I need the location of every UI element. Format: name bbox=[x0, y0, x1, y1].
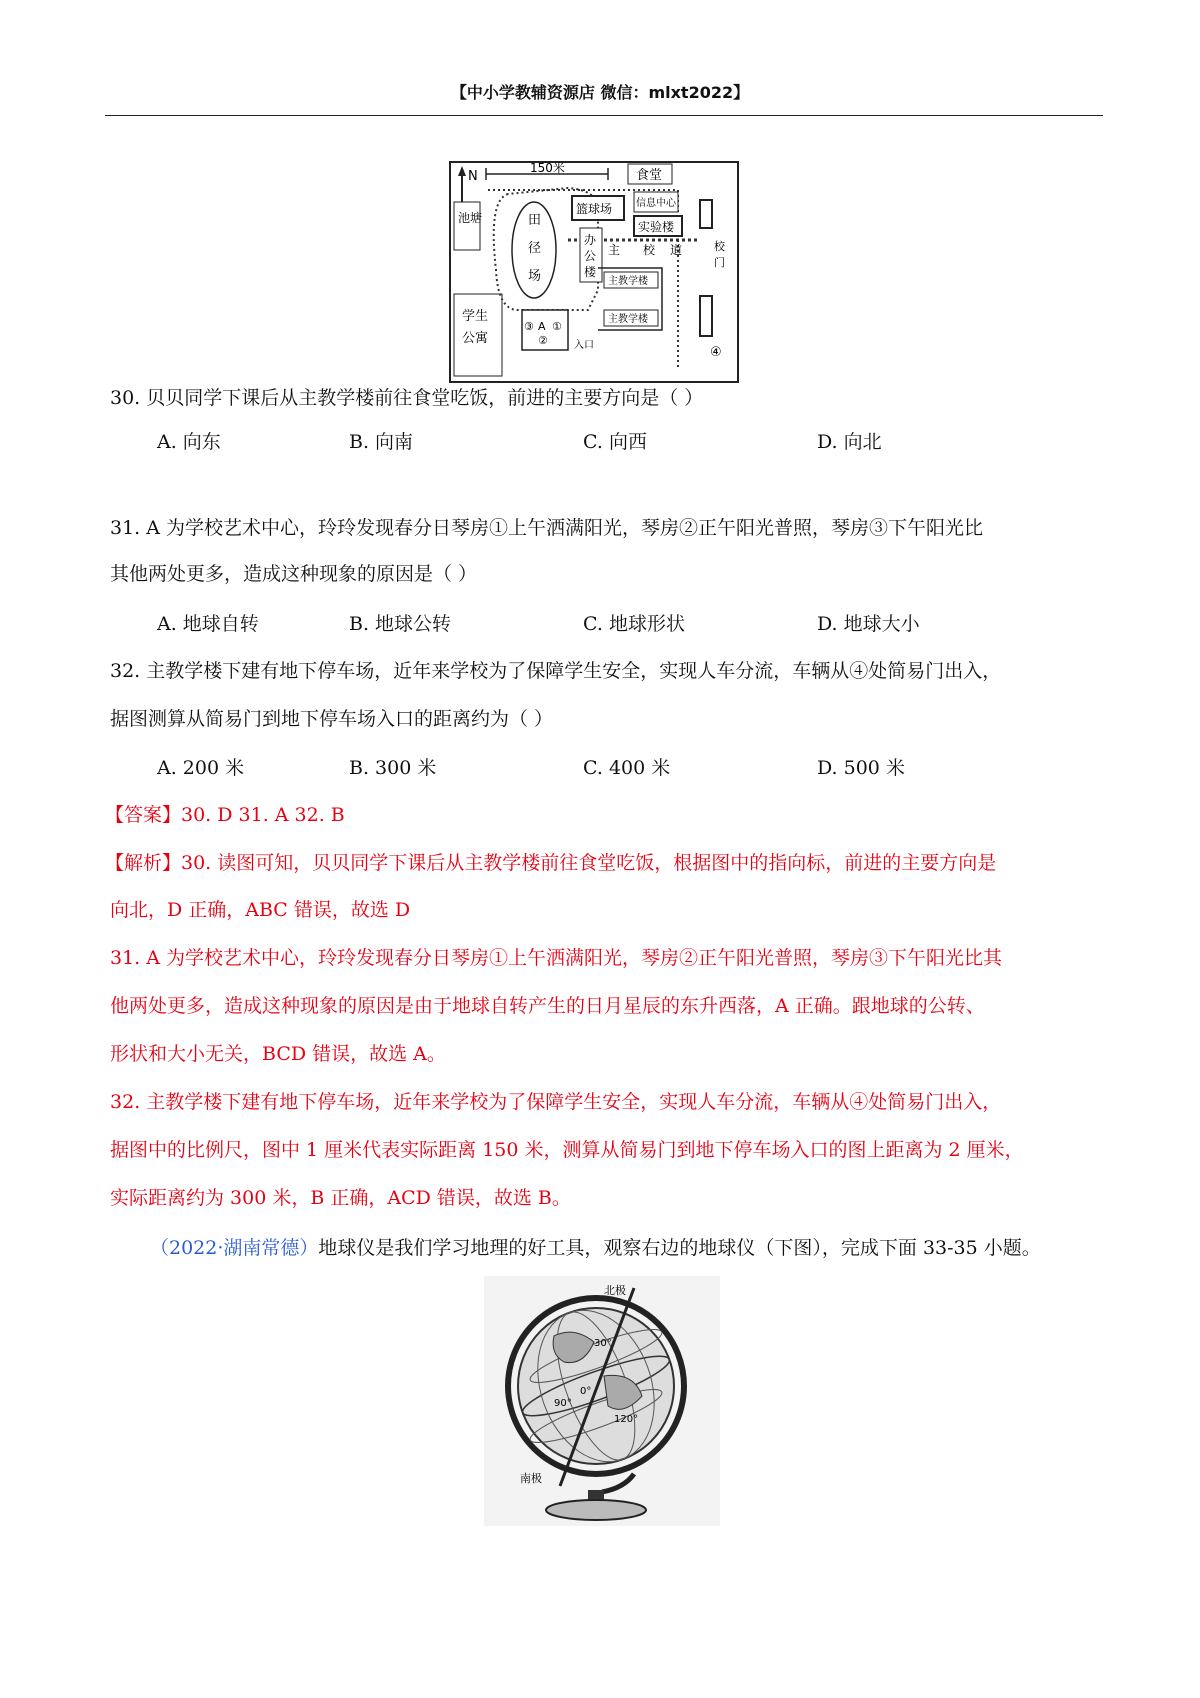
lab-label: 实验楼 bbox=[638, 220, 675, 234]
room2-label: ② bbox=[538, 334, 548, 347]
office-label-1: 办 bbox=[584, 233, 597, 247]
header-rule bbox=[105, 115, 1103, 116]
gate-label-1: 校 bbox=[714, 240, 725, 253]
analysis-line-4: 他两处更多，造成这种现象的原因是由于地球自转产生的日月星辰的东升西落，A 正确。跟地球的公转、 bbox=[110, 995, 985, 1017]
room1-label: ① bbox=[552, 320, 562, 333]
track-label-3: 场 bbox=[528, 269, 542, 284]
dorm-label-1: 学生 bbox=[462, 309, 489, 324]
q31-stem-line2: 其他两处更多，造成这种现象的原因是（ ） bbox=[110, 563, 478, 585]
q30-stem: 30. 贝贝同学下课后从主教学楼前往食堂吃饭，前进的主要方向是（ ） bbox=[110, 387, 704, 409]
art-center-label: A bbox=[538, 320, 546, 333]
lat30-label: 30° bbox=[594, 1338, 612, 1349]
q32-stem-line2: 据图测算从简易门到地下停车场入口的距离约为（ ） bbox=[110, 708, 554, 730]
q30-option-d: D. 向北 bbox=[817, 431, 882, 453]
q31-stem-line1: 31. A 为学校艺术中心，玲玲发现春分日琴房①上午洒满阳光，琴房②正午阳光普照，琴房③下午阳光比 bbox=[110, 517, 984, 539]
gate4-label: ④ bbox=[710, 345, 722, 360]
north-pole-label: 北极 bbox=[604, 1284, 626, 1297]
q31-option-d: D. 地球大小 bbox=[817, 613, 920, 635]
q32-option-b: B. 300 米 bbox=[349, 757, 437, 779]
q32-stem-line1: 32. 主教学楼下建有地下停车场，近年来学校为了保障学生安全，实现人车分流，车辆从④处简易门出入， bbox=[110, 660, 1002, 682]
main-building-label-1: 主教学楼 bbox=[608, 276, 648, 287]
q30-option-c: C. 向西 bbox=[583, 431, 647, 453]
north-label: N bbox=[468, 169, 478, 184]
canteen-label: 食堂 bbox=[636, 168, 663, 183]
analysis-line-3: 31. A 为学校艺术中心，玲玲发现春分日琴房①上午洒满阳光，琴房②正午阳光普照，琴房③下午阳光比其 bbox=[110, 947, 1003, 969]
scale-label: 150米 bbox=[530, 161, 565, 175]
q32-option-a: A. 200 米 bbox=[157, 757, 245, 779]
track-label-1: 田 bbox=[528, 213, 542, 228]
intro-source: （2022·湖南常德） bbox=[150, 1237, 319, 1259]
south-pole-label: 南极 bbox=[520, 1472, 542, 1485]
dorm-label-2: 公寓 bbox=[462, 331, 489, 346]
q32-option-c: C. 400 米 bbox=[583, 757, 671, 779]
road-zhu-label: 主 bbox=[608, 243, 621, 257]
q31-option-a: A. 地球自转 bbox=[157, 613, 259, 635]
globe-figure bbox=[484, 1276, 720, 1526]
pond-label: 池塘 bbox=[458, 211, 483, 225]
main-building-label-2: 主教学楼 bbox=[608, 314, 648, 325]
analysis-line-7: 据图中的比例尺，图中 1 厘米代表实际距离 150 米，测算从简易门到地下停车场入口的图上距离为 2 厘米， bbox=[110, 1139, 1024, 1161]
page-header: 【中小学教辅资源店 微信：mlxt2022】 bbox=[450, 83, 750, 102]
road-dao-label: 道 bbox=[670, 243, 683, 257]
lon90-label: 90° bbox=[554, 1398, 572, 1409]
gate-label-2: 门 bbox=[714, 256, 725, 269]
q30-option-a: A. 向东 bbox=[157, 431, 221, 453]
q30-option-b: B. 向南 bbox=[349, 431, 414, 453]
lon120-label: 120° bbox=[614, 1414, 639, 1425]
analysis-line-2: 向北，D 正确，ABC 错误，故选 D bbox=[110, 899, 411, 921]
lat0-label: 0° bbox=[580, 1386, 592, 1397]
analysis-line-6: 32. 主教学楼下建有地下停车场，近年来学校为了保障学生安全，实现人车分流，车辆从④处简易门出入， bbox=[110, 1091, 1002, 1113]
q32-option-d: D. 500 米 bbox=[817, 757, 905, 779]
track-label-2: 径 bbox=[528, 241, 542, 256]
answer-line: 【答案】30. D 31. A 32. B bbox=[105, 804, 345, 826]
intro-line bbox=[150, 1233, 1041, 1260]
analysis-line-8: 实际距离约为 300 米，B 正确，ACD 错误，故选 B。 bbox=[110, 1187, 571, 1209]
analysis-line-1: 【解析】30. 读图可知，贝贝同学下课后从主教学楼前往食堂吃饭，根据图中的指向标，前进的主要方向是 bbox=[105, 852, 997, 874]
basketball-label: 篮球场 bbox=[576, 202, 613, 216]
info-center-label: 信息中心 bbox=[636, 198, 676, 209]
office-label-3: 楼 bbox=[584, 265, 597, 279]
analysis-line-5: 形状和大小无关，BCD 错误，故选 A。 bbox=[110, 1043, 446, 1065]
school-map-figure bbox=[448, 160, 740, 384]
road-xiao-label: 校 bbox=[643, 243, 656, 257]
q31-option-b: B. 地球公转 bbox=[349, 613, 452, 635]
room3-label: ③ bbox=[524, 320, 534, 333]
entrance-label: 入口 bbox=[574, 340, 594, 351]
intro-text: 地球仪是我们学习地理的好工具，观察右边的地球仪（下图），完成下面 33-35 小题。 bbox=[318, 1237, 1041, 1259]
q31-option-c: C. 地球形状 bbox=[583, 613, 685, 635]
office-label-2: 公 bbox=[584, 249, 597, 263]
